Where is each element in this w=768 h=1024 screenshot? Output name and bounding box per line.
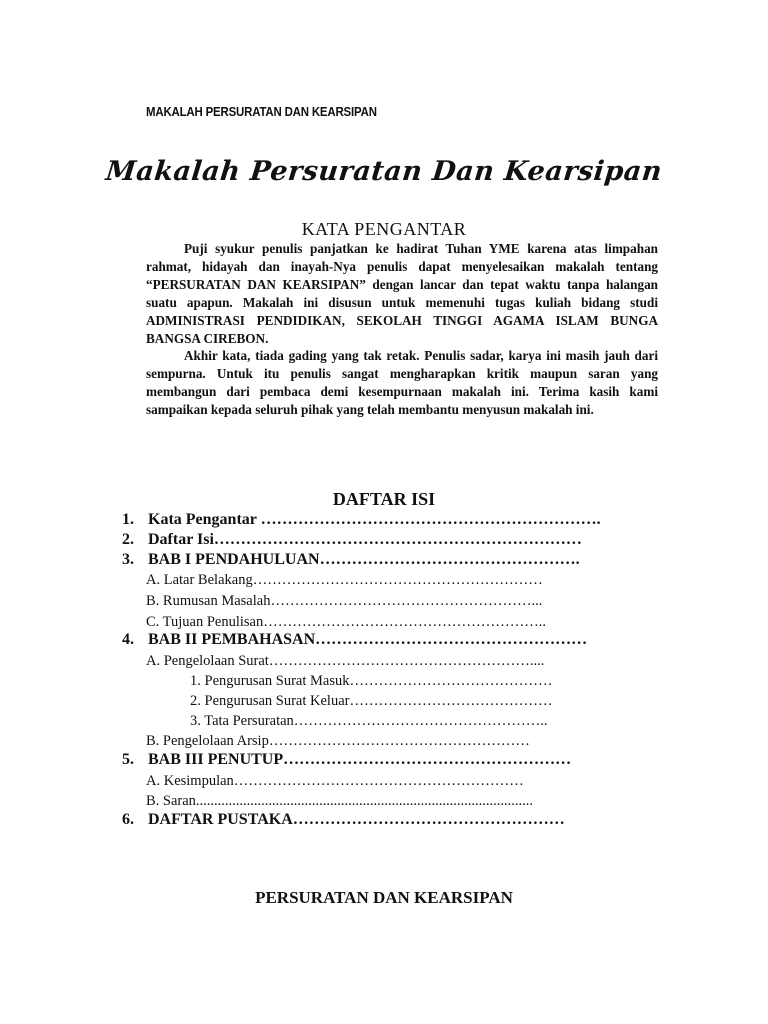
toc-text: B. Saran............................................................................................. <box>146 793 534 809</box>
toc-entry <box>122 751 571 771</box>
toc-entry <box>146 773 524 793</box>
toc-entry <box>122 631 587 651</box>
toc-text: BAB II PEMBAHASAN…………………………………………… <box>148 631 588 648</box>
toc-text: B. Rumusan Masalah………………………………………………... <box>146 593 543 609</box>
toc-entry <box>146 593 542 613</box>
toc-text: A. Pengelolaan Surat……………………………………………….... <box>146 653 545 669</box>
toc-number: 5. <box>122 751 134 768</box>
toc-text: C. Tujuan Penulisan………………………………………………….. <box>146 614 546 630</box>
toc-number: 3. <box>122 551 134 568</box>
toc-number: 2. <box>122 531 134 548</box>
toc-entry <box>122 811 565 831</box>
toc-entry <box>190 693 552 713</box>
toc-text: BAB I PENDAHULUAN…………………………………………. <box>148 551 580 568</box>
toc-entry <box>190 673 553 693</box>
toc-entry <box>146 653 544 673</box>
daftar-isi-heading: DAFTAR ISI <box>332 489 436 509</box>
section-heading: PERSURATAN DAN KEARSIPAN <box>255 888 513 907</box>
toc-text: 2. Pengurusan Surat Keluar…………………………………… <box>190 693 553 709</box>
toc-entry <box>146 572 543 592</box>
toc-entry <box>190 713 548 733</box>
running-header: MAKALAH PERSURATAN DAN KEARSIPAN <box>146 104 377 119</box>
toc-text: 3. Tata Persuratan…………………………………………….. <box>190 713 548 729</box>
toc-entry <box>146 733 530 753</box>
kata-pengantar-body <box>146 240 658 419</box>
toc-text: B. Pengelolaan Arsip……………………………………………… <box>146 733 530 749</box>
toc-number: 1. <box>122 511 134 528</box>
toc-text: Kata Pengantar ………………………………………………………. <box>148 511 601 528</box>
toc-text: A. Kesimpulan…………………………………………………… <box>146 773 524 789</box>
toc-text: Daftar Isi…………………………………………………………… <box>148 531 582 548</box>
toc-entry <box>146 793 533 813</box>
paragraph: Akhir kata, tiada gading yang tak retak. Penulis sadar, karya ini masih jauh dari sempurna. Untuk itu penulis sangat mengharapkan kritik maupun saran yang membangun dari pembaca demi kesempurnaan makalah ini. Terima kasih kami sampaikan kepada seluruh pihak yang telah membantu menyusun makalah ini. <box>146 348 658 418</box>
kata-pengantar-heading: KATA PENGANTAR <box>301 219 467 239</box>
toc-number: 6. <box>122 811 134 828</box>
toc-number: 4. <box>122 631 134 648</box>
decorative-title: Makalah Persuratan Dan Kearsipan <box>104 156 664 187</box>
toc-entry <box>122 531 582 551</box>
toc-text: DAFTAR PUSTAKA…………………………………………… <box>148 811 565 828</box>
toc-text: BAB III PENUTUP……………………………………………… <box>148 751 572 768</box>
toc-text: A. Latar Belakang…………………………………………………… <box>146 572 543 588</box>
paragraph: Puji syukur penulis panjatkan ke hadirat Tuhan YME karena atas limpahan rahmat, hidayah dan inayah-Nya penulis dapat menyelesaikan makalah tentang “PERSURATAN DAN KEARSIPAN” dengan lancar dan tepat waktu tanpa halangan suatu apapun. Makalah ini disusun untuk memenuhi tugas kuliah bidang studi ADMINISTRASI PENDIDIKAN, SEKOLAH TINGGI AGAMA ISLAM BUNGA BANGSA CIREBON. <box>146 241 658 346</box>
toc-entry <box>122 551 580 571</box>
toc-text: 1. Pengurusan Surat Masuk…………………………………… <box>190 673 553 689</box>
toc-entry <box>122 511 601 531</box>
